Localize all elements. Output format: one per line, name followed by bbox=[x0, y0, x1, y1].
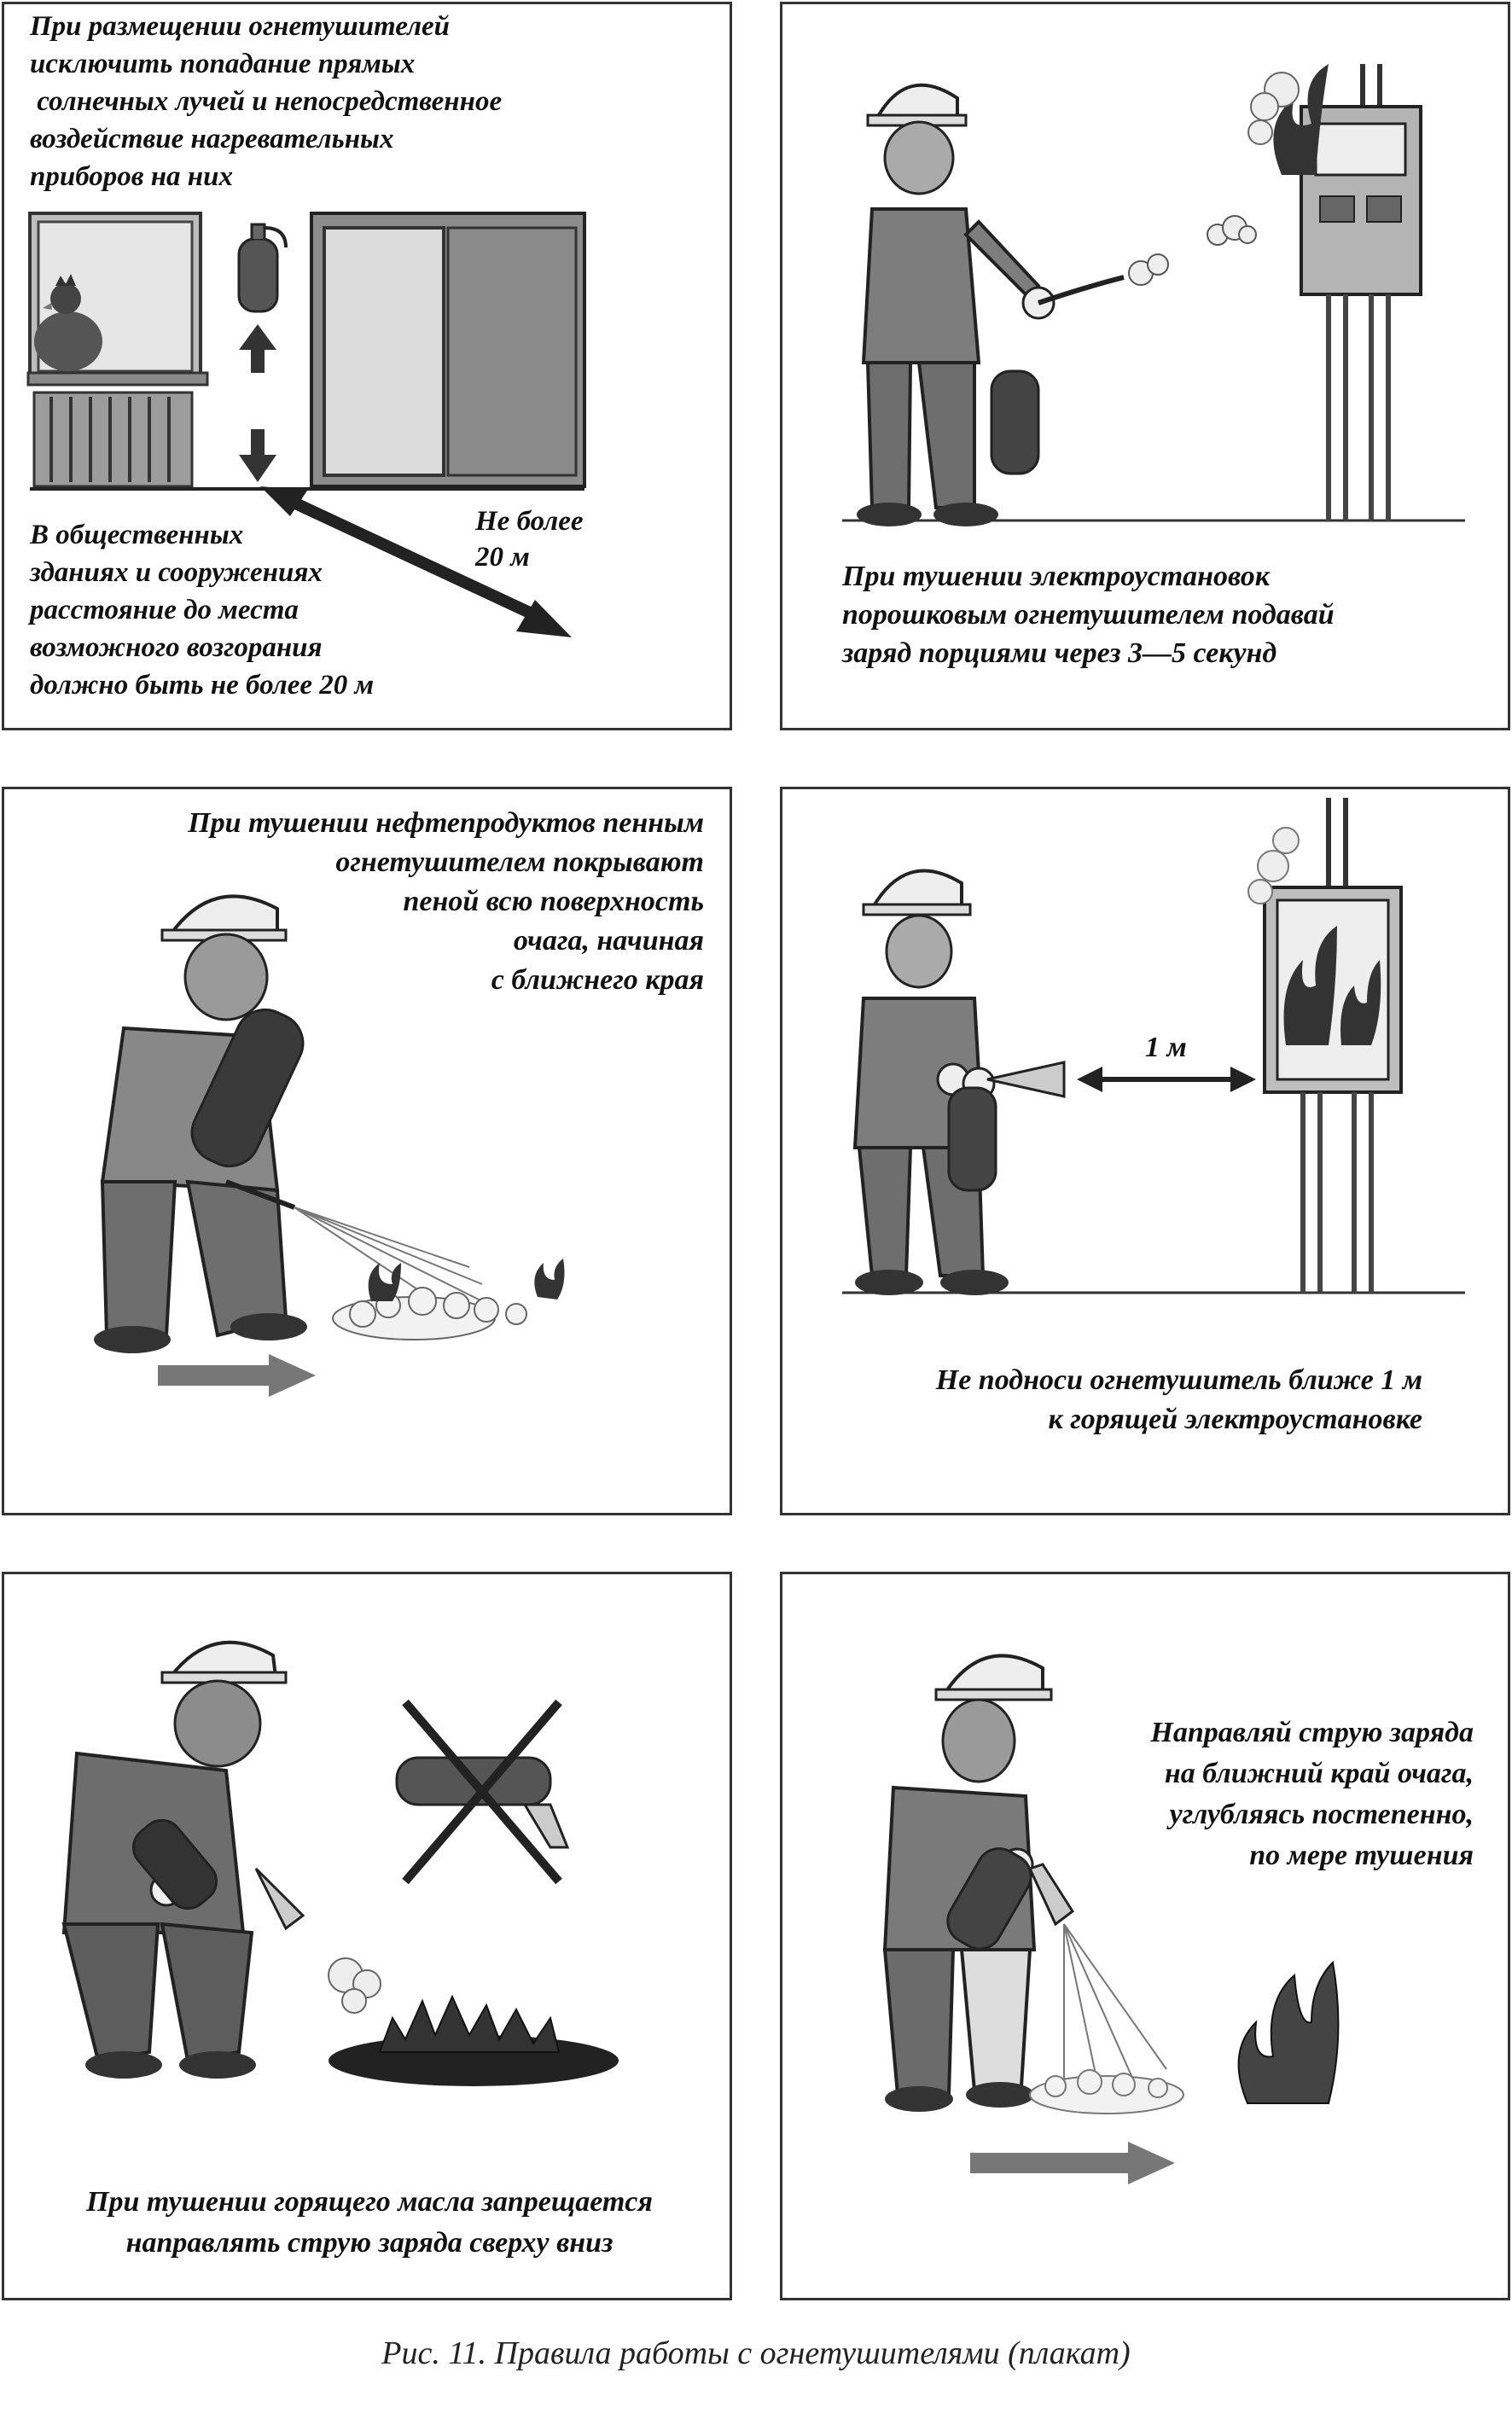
electrical-distance-instruction-text: Не подноси огнетушитель ближе 1 м к горящей электроустановке bbox=[935, 1364, 1422, 1435]
prohibited-extinguisher-icon bbox=[397, 1702, 567, 1881]
public-building-rule-text: В общественных зданиях и сооружениях расстояние до места возможного возгорания должно быть не более 20 м bbox=[30, 520, 375, 701]
panel-extinguisher-placement bbox=[2, 2, 732, 730]
foam-instruction-text: При тушении нефтепродуктов пенным огнетушителем покрывают пеной всю поверхность очага, начиная с ближнего края bbox=[188, 807, 704, 996]
flame-icon bbox=[1248, 64, 1329, 175]
distance-label: 1 м bbox=[1145, 1032, 1187, 1063]
near-edge-instruction-text: Направляй струю заряда на ближний край очага, углубляясь постепенно, по мере тушения bbox=[1150, 1717, 1474, 1871]
panel-foam-oil-products bbox=[2, 787, 732, 1515]
flame-icon bbox=[369, 1259, 565, 1301]
powder-cloud-icon bbox=[329, 1958, 381, 2013]
panel-near-edge bbox=[780, 1572, 1510, 2300]
electrical-powder-instruction-text: При тушении электроустановок порошковым огнетушителем подавай заряд порциями через 3—5 секунд bbox=[842, 561, 1335, 669]
figure-caption: Рис. 11. Правила работы с огнетушителями (плакат) bbox=[381, 2335, 1131, 2371]
placement-instruction-text: При размещении огнетушителей исключить попадание прямых солнечных лучей и непосредственное воздействие нагревательных приборов на них bbox=[30, 11, 503, 192]
powder-cloud-icon bbox=[1030, 2070, 1183, 2114]
door-icon bbox=[311, 213, 584, 486]
direction-arrow-icon bbox=[970, 2142, 1175, 2184]
up-arrow-icon bbox=[239, 324, 276, 373]
near-edge-illustration bbox=[782, 1574, 1510, 2300]
foam-cover-icon bbox=[333, 1288, 526, 1340]
radiator-icon bbox=[34, 393, 192, 486]
flame-icon bbox=[1239, 1963, 1339, 2103]
spray-icon bbox=[1064, 1924, 1166, 2086]
powder-extinguisher-icon bbox=[992, 277, 1124, 474]
direction-arrow-icon bbox=[158, 1354, 316, 1397]
panel-electrical-distance bbox=[780, 787, 1510, 1515]
burning-oil-icon bbox=[329, 1997, 619, 2086]
worker-icon bbox=[855, 870, 1009, 1295]
panel-electrical-powder bbox=[780, 2, 1510, 730]
distance-arrow-icon bbox=[1077, 1067, 1256, 1092]
panel-burning-oil bbox=[2, 1572, 732, 2300]
down-arrow-icon bbox=[239, 429, 276, 482]
powder-cloud-icon bbox=[1129, 216, 1256, 285]
distance-label: Не более 20 м bbox=[475, 506, 584, 573]
fire-extinguisher-icon bbox=[239, 224, 286, 311]
burning-oil-instruction-text: При тушении горящего масла запрещается направлять струю заряда сверху вниз bbox=[86, 2186, 653, 2259]
